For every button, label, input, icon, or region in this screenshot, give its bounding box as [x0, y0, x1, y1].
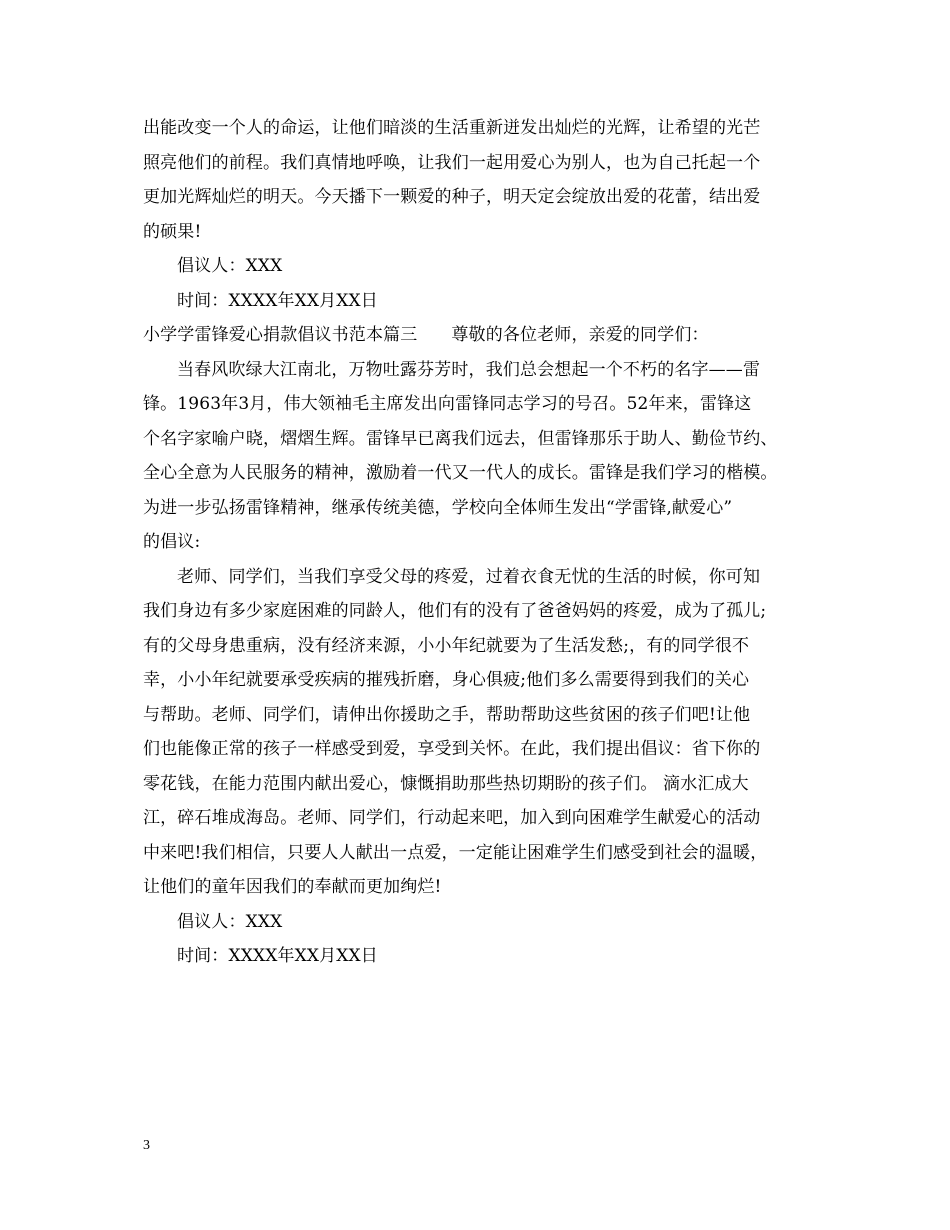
- paragraph-line: 个名字家喻户晓，熠熠生辉。雷锋早已离我们远去，但雷锋那乐于助人、勤俭节约、: [143, 428, 778, 449]
- paragraph-line: 零花钱，在能力范围内献出爱心，慷慨捐助那些热切期盼的孩子们。 滴水汇成大: [143, 773, 749, 794]
- paragraph-line: 有的父母身患重病，没有经济来源，小小年纪就要为了生活发愁;，有的同学很不: [143, 635, 750, 656]
- paragraph-line: 锋。1963年3月，伟大领袖毛主席发出向雷锋同志学习的号召。52年来，雷锋这: [143, 394, 752, 414]
- paragraph-line: 的倡议:: [143, 532, 201, 552]
- paragraph-line: 出能改变一个人的命运，让他们暗淡的生活重新迸发出灿烂的光辉，让希望的光芒: [143, 118, 761, 138]
- paragraph-line: 幸，小小年纪就要承受疾病的摧残折磨，身心俱疲;他们多么需要得到我们的关心: [143, 670, 750, 690]
- date: 时间：XXXX年XX月XX日: [177, 290, 378, 311]
- document-body: [143, 111, 823, 974]
- paragraph-line: 照亮他们的前程。我们真情地呼唤，让我们一起用爱心为别人，也为自己托起一个: [143, 152, 761, 173]
- paragraph-line: 让他们的童年因我们的奉献而更加绚烂!: [143, 877, 442, 897]
- paragraph-line: 江，碎石堆成海岛。老师、同学们，行动起来吧，加入到向困难学生献爱心的活动: [143, 808, 761, 828]
- salutation: 尊敬的各位老师，亲爱的同学们：: [451, 325, 709, 345]
- paragraph-line: 与帮助。老师、同学们，请伸出你援助之手，帮助帮助这些贫困的孩子们吧!让他: [143, 704, 751, 725]
- paragraph-line: 更加光辉灿烂的明天。今天播下一颗爱的种子，明天定会绽放出爱的花蕾，结出爱: [143, 187, 761, 207]
- signer: 倡议人：XXX: [177, 911, 283, 932]
- section-title: 小学学雷锋爱心捐款倡议书范本篇三: [143, 325, 418, 345]
- paragraph-line: 中来吧!我们相信，只要人人献出一点爱，一定能让困难学生们感受到社会的温暖，: [143, 842, 768, 863]
- paragraph-line: 我们身边有多少家庭困难的同龄人，他们有的没有了爸爸妈妈的疼爱，成为了孤儿;: [143, 601, 767, 621]
- paragraph-line: 们也能像正常的孩子一样感受到爱，享受到关怀。在此，我们提出倡议：省下你的: [143, 739, 761, 759]
- paragraph-line: 全心全意为人民服务的精神，激励着一代又一代人的成长。雷锋是我们学习的楷模。: [143, 463, 778, 483]
- paragraph-line: 为进一步弘扬雷锋精神，继承传统美德，学校向全体师生发出“学雷锋,献爱心”: [143, 497, 733, 518]
- paragraph-line: 老师、同学们，当我们享受父母的疼爱，过着衣食无忧的生活的时候，你可知: [177, 566, 761, 587]
- page-number: 3: [143, 1138, 150, 1153]
- paragraph-line: 的硕果!: [143, 221, 202, 242]
- signer: 倡议人：XXX: [177, 256, 283, 276]
- date: 时间：XXXX年XX月XX日: [177, 946, 378, 966]
- paragraph-line: 当春风吹绿大江南北，万物吐露芬芳时，我们总会想起一个不朽的名字——雷: [177, 359, 761, 380]
- section-heading-line: [143, 318, 823, 353]
